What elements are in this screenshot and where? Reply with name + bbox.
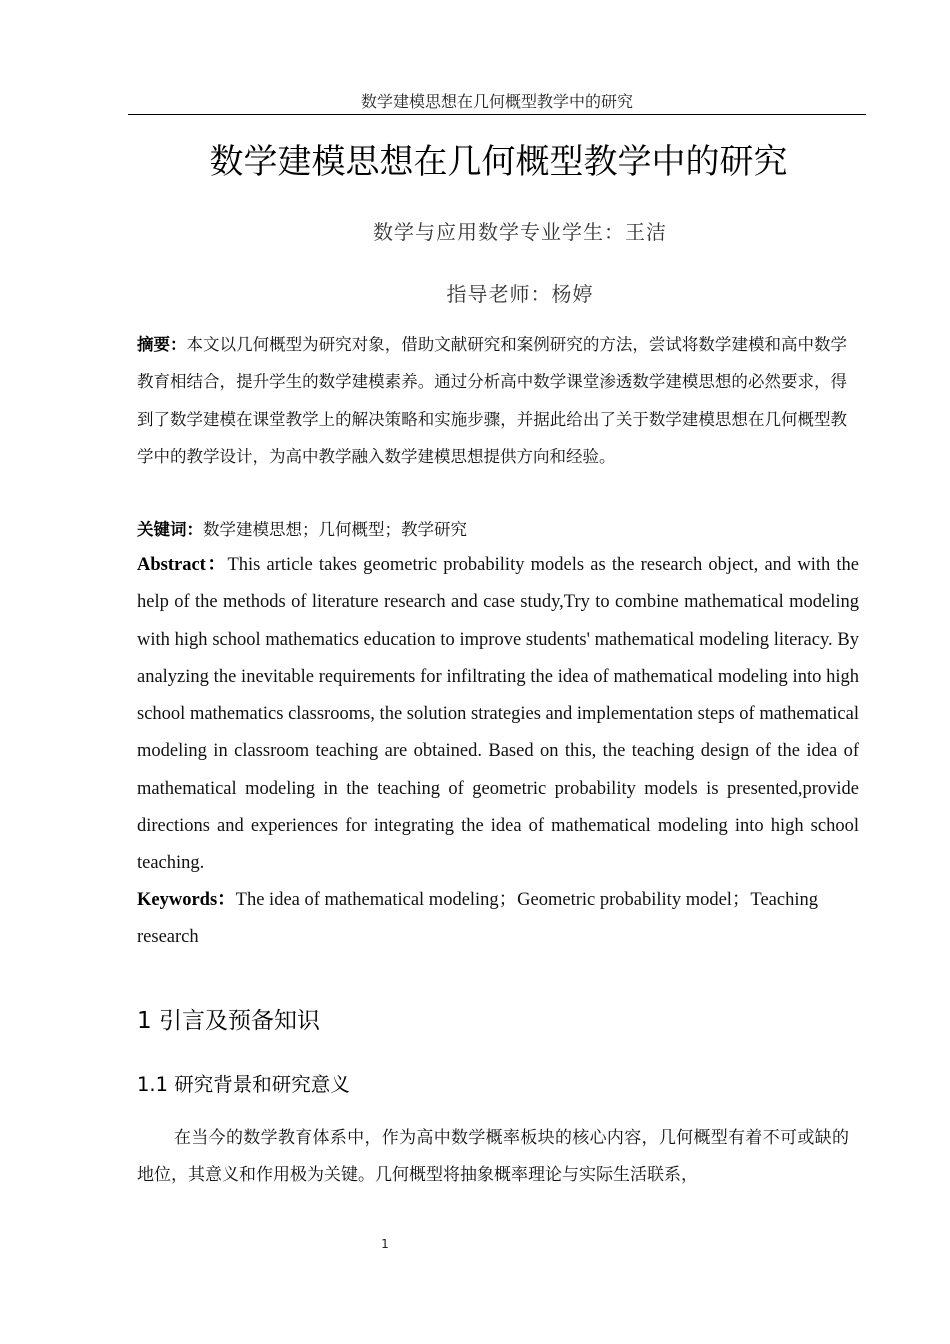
english-keywords-label: Keywords：: [137, 890, 236, 910]
paper-title: 数学建模思想在几何概型教学中的研究: [209, 142, 788, 182]
section-1-1-heading: 1.1 研究背景和研究意义: [137, 1073, 350, 1096]
english-keywords: [137, 882, 852, 957]
english-abstract-label: Abstract：: [137, 555, 228, 575]
running-header-title: 数学建模思想在几何概型教学中的研究: [360, 92, 633, 111]
advisor-line: 指导老师：杨婷: [446, 282, 594, 306]
chinese-keywords: [137, 511, 847, 548]
page-number: 1: [381, 1237, 389, 1251]
chinese-keywords-label: 关键词：: [137, 520, 203, 539]
english-abstract: [137, 547, 859, 883]
chinese-abstract: [137, 326, 847, 475]
chinese-abstract-label: 摘要：: [137, 335, 187, 354]
chinese-keywords-text: 数学建模思想；几何概型；教学研究: [203, 520, 467, 539]
running-header: [128, 92, 866, 115]
author-line: 数学与应用数学专业学生：王洁: [373, 220, 667, 244]
chinese-abstract-text: 本文以几何概型为研究对象，借助文献研究和案例研究的方法，尝试将数学建模和高中数学教育相结合，提升学生的数学建模素养。通过分析高中数学课堂渗透数学建模思想的必然要求，得到了数学建模在课堂教学上的解决策略和实施步骤，并据此给出了关于数学建模思想在几何概型教学中的教学设计，为高中教学融入数学建模思想提供方向和经验。: [137, 335, 848, 466]
english-keywords-text: The idea of mathematical modeling；Geometric probability model；Teaching research: [137, 890, 818, 948]
english-abstract-text: This article takes geometric probability models as the research object, and with the help of the methods of literature research and case study,Try to combine mathematical modeling with high school mathematics education to improve students' mathematical modeling literacy. By analyzing the inevitable requirements for infiltrating the idea of mathematical modeling into high school mathematics classrooms, the solution strategies and implementation steps of mathematical modeling in classroom teaching are obtained. Based on this, the teaching design of the idea of mathematical modeling in the teaching of geometric probability models is presented,provide directions and experiences for integrating the idea of mathematical modeling into high school teaching.: [137, 555, 860, 874]
section-1-heading: 1 引言及预备知识: [137, 1008, 320, 1034]
section-1-1-paragraph: 在当今的数学教育体系中，作为高中数学概率板块的核心内容，几何概型有着不可或缺的地位，其意义和作用极为关键。几何概型将抽象概率理论与实际生活联系，: [137, 1128, 849, 1186]
